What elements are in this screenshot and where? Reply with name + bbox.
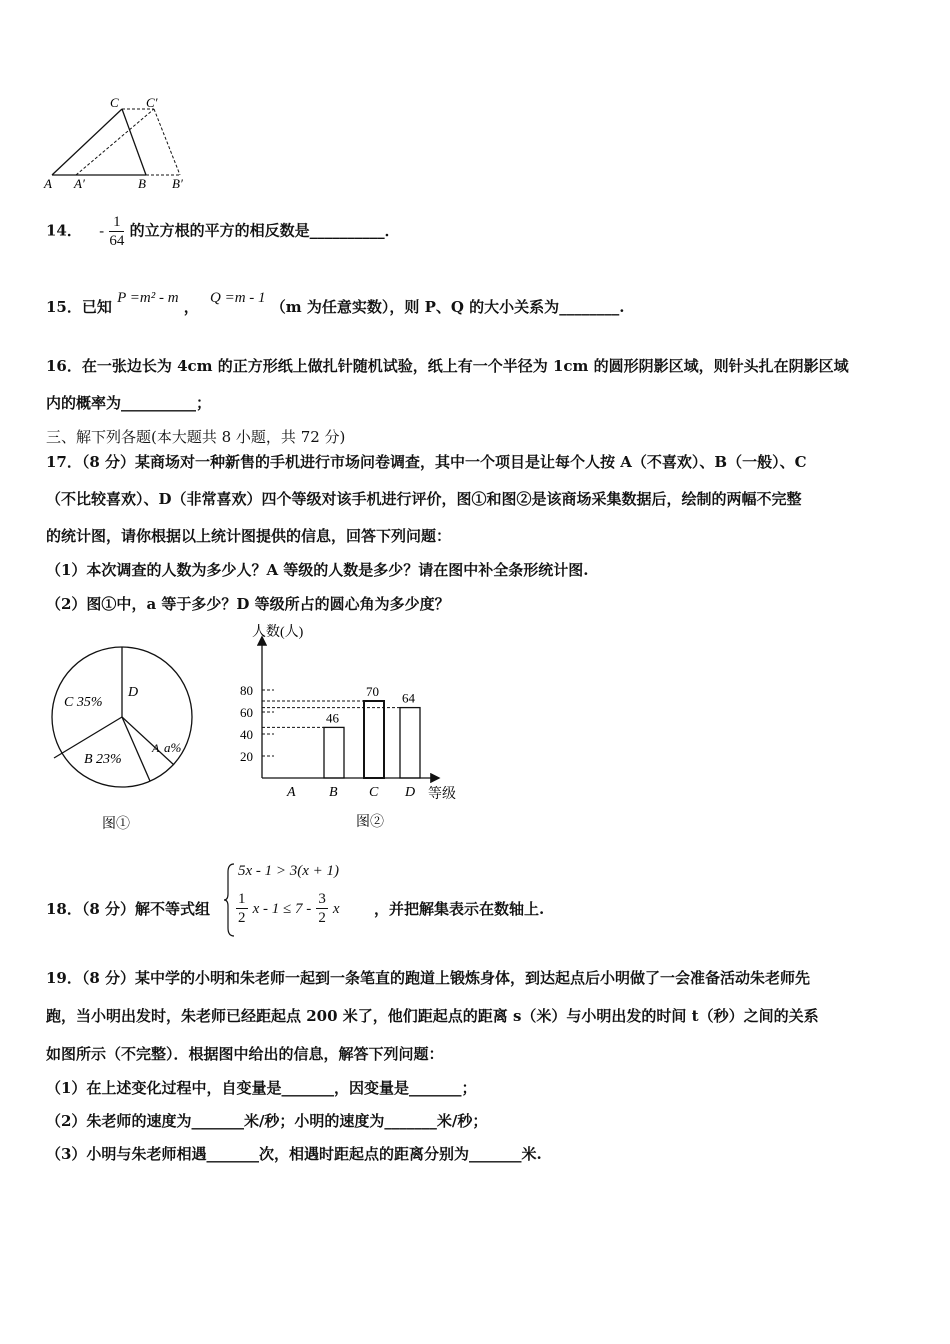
- question-14: 14． - $\frac{1}{64}$ 的立方根的平方的相反数是__________．: [46, 214, 400, 249]
- question-19-sub-1: （1）在上述变化过程中，自变量是_______，因变量是_______；: [46, 1079, 477, 1097]
- answer-blank-14[interactable]: __________: [309, 221, 385, 240]
- pie-label-b: B 23%: [84, 752, 122, 767]
- fraction-1-64: $\frac{1}{64}$: [109, 214, 125, 249]
- y-tick-label-40: 40: [240, 727, 253, 742]
- data-label-B: 46: [326, 710, 339, 726]
- question-17-sub-1: （1）本次调查的人数为多少人？A 等级的人数是多少？请在图中补全条形统计图.: [46, 561, 589, 579]
- x-tick-label-A: A: [287, 785, 296, 800]
- question-18: 18．（8 分）解不等式组 5x - 1 > 3(x + 1) $\frac{1}{2}$ x - 1 ≤ 7 - $\frac{3}{2}$ x ，并把解集表示在数轴上.: [46, 860, 926, 940]
- answer-blank-16[interactable]: __________: [121, 394, 197, 412]
- x-tick-label-C: C: [369, 785, 379, 800]
- data-label-C: 70: [366, 684, 379, 699]
- bar-C: [364, 701, 384, 778]
- pie-caption: 图①: [102, 817, 130, 832]
- expression-q: Q =m - 1: [210, 290, 266, 306]
- inequality-1: 5x - 1 > 3(x + 1): [238, 863, 340, 879]
- label-C-prime: C′: [146, 95, 158, 110]
- bar-chart-figure-2: [230, 620, 470, 835]
- minus-sign: -: [99, 221, 105, 240]
- question-17-line-2: （不比较喜欢）、D（非常喜欢）四个等级对该手机进行评价，图①和图②是该商场采集数据后，绘制的两幅不完整: [46, 490, 802, 508]
- question-19-sub-3: （3）小明与朱老师相遇_______次，相遇时距起点的距离分别为_______米.: [46, 1145, 542, 1163]
- y-tick-label-60: 60: [240, 705, 253, 720]
- pie-label-c: C 35%: [64, 695, 103, 710]
- question-17-sub-2: （2）图①中，a 等于多少？D 等级所占的圆心角为多少度？: [46, 595, 450, 613]
- question-19-line-3: 如图所示（不完整）．根据图中给出的信息，解答下列问题：: [46, 1045, 444, 1063]
- label-B: B: [138, 176, 146, 191]
- question-19-line-2: 跑，当小明出发时，朱老师已经距起点 200 米了，他们距起点的距离 s（米）与小明出发的时间 t（秒）之间的关系: [46, 1007, 819, 1025]
- question-17-line-3: 的统计图，请你根据以上统计图提供的信息，回答下列问题：: [46, 527, 452, 545]
- bar-B: [324, 727, 344, 778]
- triangle-translation-figure: [40, 95, 200, 195]
- question-16-line-2: 内的概率为__________；: [46, 394, 212, 412]
- label-B-prime: B′: [172, 176, 183, 191]
- pie-label-a: A: [152, 741, 160, 755]
- pie-label-d: D: [128, 685, 139, 700]
- question-19-sub-2: （2）朱老师的速度为_______米/秒；小明的速度为_______米/秒；: [46, 1112, 488, 1130]
- pie-chart-figure-1: [40, 640, 200, 835]
- question-19-line-1: 19．（8 分）某中学的小明和朱老师一起到一条笔直的跑道上锻炼身体，到达起点后小明做了一会准备活动朱老师先: [46, 969, 811, 987]
- y-axis-label: 人数(人): [252, 625, 304, 640]
- x-tick-label-B: B: [329, 785, 338, 800]
- question-15: 15．已知 P =m² - m ， Q =m - 1 （m 为任意实数），则 P、Q 的大小关系为________.: [46, 290, 625, 316]
- label-C: C: [110, 95, 119, 110]
- section-3-title: 三、解下列各题(本大题共 8 小题，共 72 分): [46, 428, 346, 446]
- pie-divider-b-a: [122, 717, 150, 781]
- inequality-2: $\frac{1}{2}$ x - 1 ≤ 7 - $\frac{3}{2}$ x: [238, 891, 340, 926]
- question-17-line-1: 17．（8 分）某商场对一种新售的手机进行市场问卷调查，其中一个项目是让每个人按 A（不喜欢）、B（一般）、C: [46, 453, 807, 471]
- bar-D: [400, 708, 420, 778]
- x-axis-label: 等级: [428, 787, 456, 802]
- x-tick-label-D: D: [405, 785, 416, 800]
- y-tick-label-80: 80: [240, 683, 253, 698]
- label-A: A: [44, 176, 52, 191]
- y-tick-label-20: 20: [240, 749, 253, 764]
- expression-p: P =m² - m: [117, 290, 179, 306]
- bar-chart-caption: 图②: [356, 815, 384, 830]
- pie-label-a-percent: a%: [164, 740, 182, 755]
- question-16-line-1: 16．在一张边长为 4cm 的正方形纸上做扎针随机试验，纸上有一个半径为 1cm 的圆形阴影区域，则针头扎在阴影区域: [46, 357, 849, 375]
- label-A-prime: A′: [74, 176, 85, 191]
- answer-blank-15[interactable]: ________: [559, 298, 620, 316]
- data-label-D: 64: [402, 690, 415, 706]
- system-brace: [224, 862, 236, 938]
